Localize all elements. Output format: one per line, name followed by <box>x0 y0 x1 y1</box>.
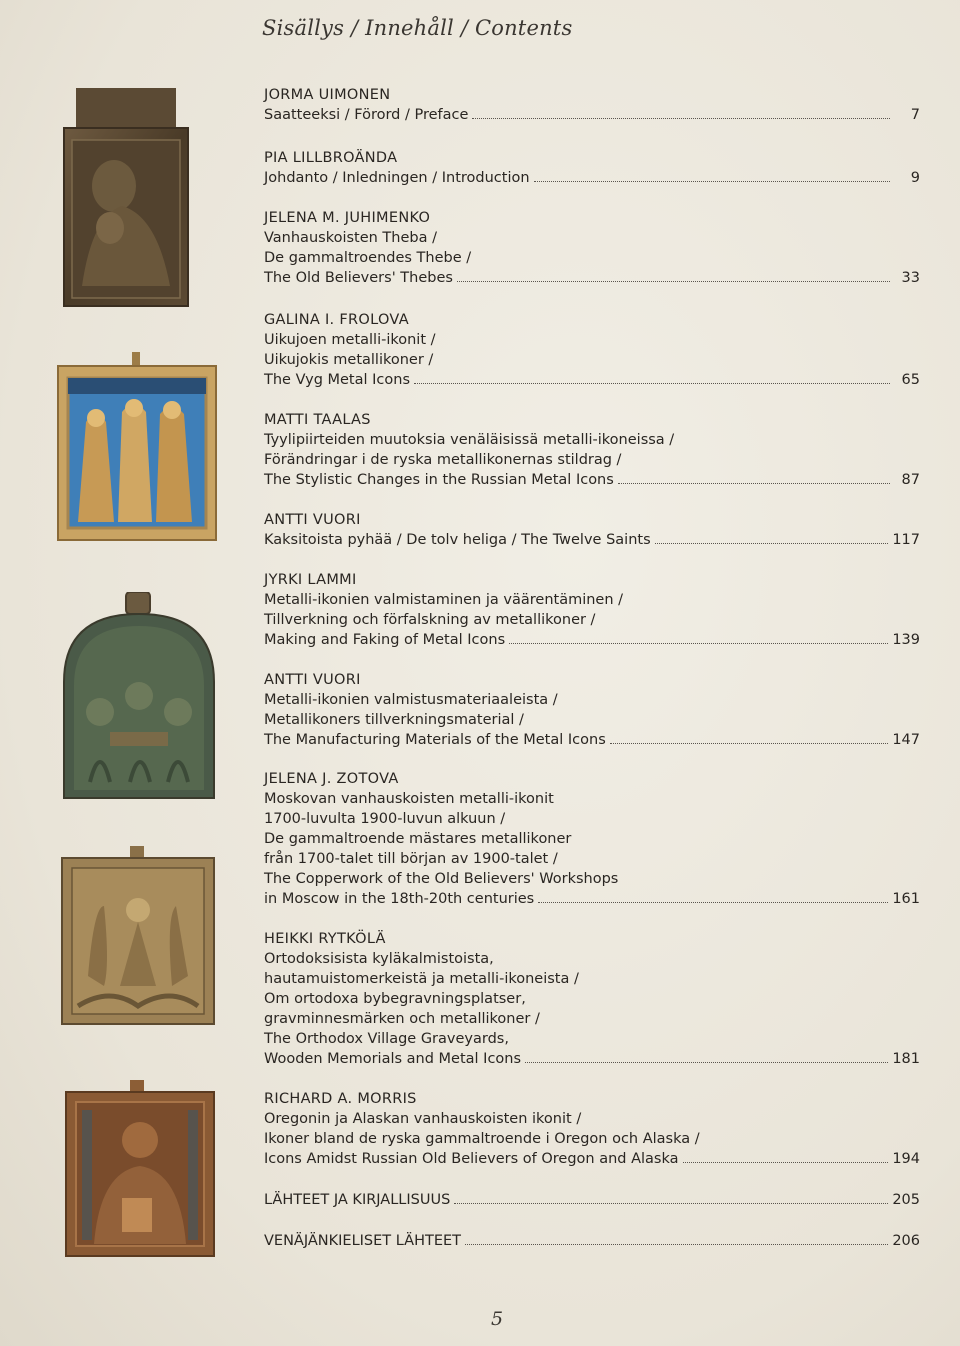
entry-author: JELENA J. ZOTOVA <box>264 771 399 787</box>
entry-title: Saatteeksi / Förord / Preface <box>264 107 469 123</box>
toc-entry[interactable] <box>264 929 920 1069</box>
entry-title: Tillverkning och förfalskning av metallikoner / <box>264 612 596 628</box>
leader-dots <box>525 1062 888 1063</box>
toc-entry[interactable] <box>264 570 920 650</box>
leader-dots <box>509 643 888 644</box>
leader-dots <box>655 543 889 544</box>
entry-title: Uikujoen metalli-ikonit / <box>264 332 436 348</box>
entry-title: Metalli-ikonien valmistusmateriaaleista / <box>264 692 558 708</box>
entry-title: Oregonin ja Alaskan vanhauskoisten ikonit / <box>264 1111 582 1127</box>
entry-title: Metalli-ikonien valmistaminen ja väärentäminen / <box>264 592 624 608</box>
page-ref: 65 <box>901 372 920 388</box>
entry-title-row <box>264 470 920 490</box>
toc-entry[interactable] <box>264 208 920 288</box>
entry-title: The Manufacturing Materials of the Metal Icons <box>264 732 606 748</box>
page-ref: 117 <box>892 532 920 548</box>
entry-title: Metallikoners tillverkningsmaterial / <box>264 712 524 728</box>
entry-title: Ikoner bland de ryska gammaltroende i Oregon och Alaska / <box>264 1131 700 1147</box>
entry-author: MATTI TAALAS <box>264 412 371 428</box>
entry-title: Wooden Memorials and Metal Icons <box>264 1051 522 1067</box>
leader-dots <box>538 902 888 903</box>
page-ref: 139 <box>892 632 920 648</box>
page-ref: 147 <box>892 732 920 748</box>
page-title: Sisällys / Innehåll / Contents <box>262 16 573 40</box>
entry-title-row <box>264 889 920 909</box>
entry-title-row <box>264 730 920 750</box>
entry-title-row <box>264 1049 920 1069</box>
entry-title: Kaksitoista pyhää / De tolv heliga / The Twelve Saints <box>264 532 651 548</box>
toc-entry[interactable] <box>264 310 920 390</box>
entry-title: VENÄJÄNKIELISET LÄHTEET <box>264 1233 462 1249</box>
entry-title-row <box>264 1190 920 1210</box>
entry-title: De gammaltroendes Thebe / <box>264 250 472 266</box>
entry-title: Icons Amidst Russian Old Believers of Oregon and Alaska <box>264 1151 679 1167</box>
entry-author: ANTTI VUORI <box>264 672 361 688</box>
entry-title: Om ortodoxa bybegravningsplatser, <box>264 991 526 1007</box>
entry-title: The Vyg Metal Icons <box>264 372 411 388</box>
entry-title: The Copperwork of the Old Believers' Workshops <box>264 871 619 887</box>
page-ref: 181 <box>892 1051 920 1067</box>
leader-dots <box>534 181 890 182</box>
leader-dots <box>683 1162 889 1163</box>
toc-entry[interactable] <box>264 1231 920 1251</box>
entry-author: HEIKKI RYTKÖLÄ <box>264 931 386 947</box>
entry-title: 1700-luvulta 1900-luvun alkuun / <box>264 811 506 827</box>
toc-entry[interactable] <box>264 769 920 909</box>
page-ref: 7 <box>910 107 920 123</box>
entry-title: Ortodoksisista kyläkalmistoista, <box>264 951 494 967</box>
entry-author: JORMA UIMONEN <box>264 87 391 103</box>
entry-title: The Stylistic Changes in the Russian Metal Icons <box>264 472 614 488</box>
toc-entry[interactable] <box>264 1089 920 1169</box>
toc-entry[interactable] <box>264 1190 920 1210</box>
entry-title: De gammaltroende mästares metallikoner <box>264 831 572 847</box>
leader-dots <box>472 118 890 119</box>
entry-title: LÄHTEET JA KIRJALLISUUS <box>264 1192 451 1208</box>
page-ref: 205 <box>892 1192 920 1208</box>
entry-title: Johdanto / Inledningen / Introduction <box>264 170 530 186</box>
page-ref: 206 <box>892 1233 920 1249</box>
entry-title: från 1700-talet till början av 1900-talet / <box>264 851 558 867</box>
entry-title-row <box>264 1149 920 1169</box>
entry-title-row <box>264 630 920 650</box>
toc-entry[interactable] <box>264 510 920 550</box>
entry-author: JELENA M. JUHIMENKO <box>264 210 431 226</box>
entry-title-row <box>264 370 920 390</box>
page-ref: 87 <box>901 472 920 488</box>
leader-dots <box>610 743 889 744</box>
entry-author: JYRKI LAMMI <box>264 572 357 588</box>
toc-entry[interactable] <box>264 148 920 188</box>
page-ref: 194 <box>892 1151 920 1167</box>
leader-dots <box>465 1244 888 1245</box>
entry-title-row <box>264 530 920 550</box>
entry-title: The Orthodox Village Graveyards, <box>264 1031 509 1047</box>
entry-title: Making and Faking of Metal Icons <box>264 632 506 648</box>
page-number: 5 <box>491 1308 504 1330</box>
toc-entry[interactable] <box>264 85 920 125</box>
toc-entry[interactable] <box>264 670 920 750</box>
entry-title: hautamuistomerkeistä ja metalli-ikoneista / <box>264 971 579 987</box>
leader-dots <box>618 483 890 484</box>
entry-title: The Old Believers' Thebes <box>264 270 453 286</box>
page-ref: 161 <box>892 891 920 907</box>
entry-title-row <box>264 268 920 288</box>
entry-author: RICHARD A. MORRIS <box>264 1091 417 1107</box>
entry-title: Tyylipiirteiden muutoksia venäläisissä metalli-ikoneissa / <box>264 432 675 448</box>
page-ref: 33 <box>901 270 920 286</box>
leader-dots <box>457 281 890 282</box>
entry-title-row <box>264 168 920 188</box>
entry-title-row <box>264 105 920 125</box>
page-ref: 9 <box>910 170 920 186</box>
entry-title: Moskovan vanhauskoisten metalli-ikonit <box>264 791 554 807</box>
entry-title: Vanhauskoisten Theba / <box>264 230 437 246</box>
entry-author: ANTTI VUORI <box>264 512 361 528</box>
entry-author: GALINA I. FROLOVA <box>264 312 409 328</box>
entry-title: in Moscow in the 18th-20th centuries <box>264 891 535 907</box>
entry-title: gravminnesmärken och metallikoner / <box>264 1011 540 1027</box>
leader-dots <box>414 383 890 384</box>
entry-author: PIA LILLBROÄNDA <box>264 150 398 166</box>
entry-title: Förändringar i de ryska metallikonernas stildrag / <box>264 452 622 468</box>
leader-dots <box>454 1203 888 1204</box>
entry-title-row <box>264 1231 920 1251</box>
toc-entry[interactable] <box>264 410 920 490</box>
entry-title: Uikujokis metallikoner / <box>264 352 434 368</box>
